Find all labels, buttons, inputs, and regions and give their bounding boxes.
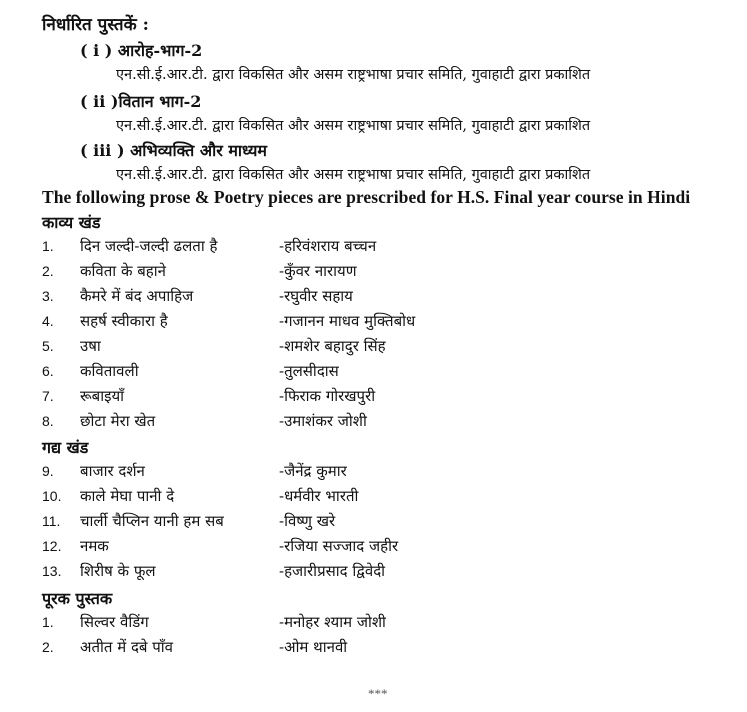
list-item xyxy=(0,411,747,435)
item-author: -कुँवर नारायण xyxy=(279,262,357,280)
list-item xyxy=(0,511,747,535)
item-number: 1. xyxy=(42,238,54,254)
list-item xyxy=(0,637,747,661)
list-item xyxy=(0,236,747,260)
item-title: कविता के बहाने xyxy=(80,262,166,280)
item-title: अतीत में दबे पाँव xyxy=(80,638,173,656)
item-author: -धर्मवीर भारती xyxy=(279,487,359,505)
list-item xyxy=(0,261,747,285)
item-number: 2. xyxy=(42,639,54,655)
purak-pustak-heading: पूरक पुस्तक xyxy=(42,589,113,608)
item-title: बाजार दर्शन xyxy=(80,462,145,480)
list-item xyxy=(0,361,747,385)
item-title: छोटा मेरा खेत xyxy=(80,412,156,430)
list-item xyxy=(0,561,747,585)
item-author: -ओम थानवी xyxy=(279,638,348,656)
item-author: -हरिवंशराय बच्चन xyxy=(279,237,377,255)
item-title: चार्ली चैप्लिन यानी हम सब xyxy=(80,512,224,530)
gadya-khand-heading: गद्य खंड xyxy=(42,438,89,457)
item-author: -तुलसीदास xyxy=(279,362,339,380)
list-item xyxy=(0,612,747,636)
item-title: सहर्ष स्वीकारा है xyxy=(80,312,168,330)
book-title-abhivyakti: ( iii ) अभिव्यक्ति और माध्यम xyxy=(80,141,267,160)
prescribed-books-heading: निर्धारित पुस्तकें : xyxy=(42,15,149,35)
book-title-vitaan: ( ii )वितान भाग-2 xyxy=(80,92,202,111)
item-title: कैमरे में बंद अपाहिज xyxy=(80,287,194,305)
book-publisher-abhivyakti: एन.सी.ई.आर.टी. द्वारा विकसित और असम राष्ट्रभाषा प्रचार समिति, गुवाहाटी द्वारा प्रकाशित xyxy=(116,167,591,183)
item-number: 6. xyxy=(42,363,54,379)
item-author: -रजिया सज्जाद जहीर xyxy=(279,537,399,555)
item-author: -शमशेर बहादुर सिंह xyxy=(279,337,386,355)
book-publisher-vitaan: एन.सी.ई.आर.टी. द्वारा विकसित और असम राष्ट्रभाषा प्रचार समिति, गुवाहाटी द्वारा प्रकाशित xyxy=(116,118,591,134)
item-number: 9. xyxy=(42,463,54,479)
end-mark: *** xyxy=(368,686,388,701)
item-author: -गजानन माधव मुक्तिबोध xyxy=(279,312,416,330)
item-title: शिरीष के फूल xyxy=(80,562,156,580)
item-number: 10. xyxy=(42,488,62,504)
list-item xyxy=(0,336,747,360)
list-item xyxy=(0,461,747,485)
list-item xyxy=(0,486,747,510)
item-number: 7. xyxy=(42,388,54,404)
item-title: कवितावली xyxy=(80,362,139,380)
item-number: 1. xyxy=(42,614,54,630)
book-title-aaroh: ( i ) आरोह-भाग-2 xyxy=(80,41,203,60)
list-item xyxy=(0,536,747,560)
item-title: नमक xyxy=(80,537,109,555)
item-author: -रघुवीर सहाय xyxy=(279,287,353,305)
english-course-note: The following prose & Poetry pieces are prescribed for H.S. Final year course in Hindi xyxy=(42,187,691,207)
item-number: 12. xyxy=(42,538,62,554)
item-number: 8. xyxy=(42,413,54,429)
item-author: -जैनेंद्र कुमार xyxy=(279,462,347,480)
list-item xyxy=(0,386,747,410)
item-author: -फिराक गोरखपुरी xyxy=(279,387,376,405)
item-number: 2. xyxy=(42,263,54,279)
item-number: 13. xyxy=(42,563,62,579)
list-item xyxy=(0,311,747,335)
item-number: 5. xyxy=(42,338,54,354)
item-author: -मनोहर श्याम जोशी xyxy=(279,613,386,631)
kavya-khand-heading: काव्य खंड xyxy=(42,213,101,232)
item-number: 4. xyxy=(42,313,54,329)
item-title: दिन जल्दी-जल्दी ढलता है xyxy=(80,237,218,255)
book-publisher-aaroh: एन.सी.ई.आर.टी. द्वारा विकसित और असम राष्ट्रभाषा प्रचार समिति, गुवाहाटी द्वारा प्रकाशित xyxy=(116,67,591,83)
item-number: 11. xyxy=(42,513,61,529)
item-title: रूबाइयाँ xyxy=(80,387,125,405)
item-title: काले मेघा पानी दे xyxy=(80,487,175,505)
list-item xyxy=(0,286,747,310)
item-title: उषा xyxy=(80,337,101,355)
item-author: -हजारीप्रसाद द्विवेदी xyxy=(279,562,386,580)
item-author: -विष्णु खरे xyxy=(279,512,336,530)
item-number: 3. xyxy=(42,288,54,304)
item-title: सिल्वर वैडिंग xyxy=(80,613,149,631)
item-author: -उमाशंकर जोशी xyxy=(279,412,367,430)
